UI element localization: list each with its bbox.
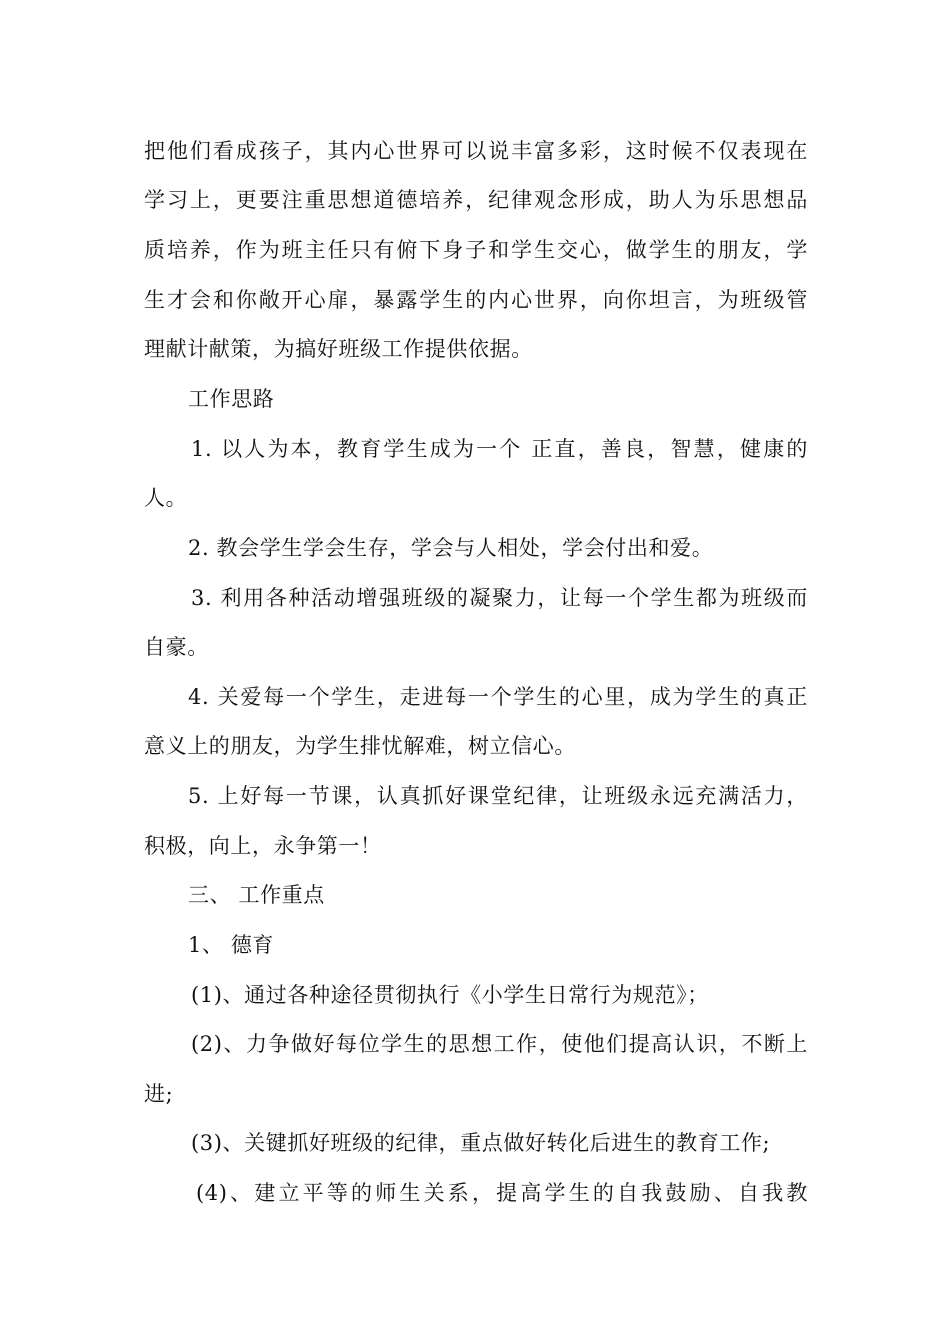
list-item-3-line-2: 自豪。 — [144, 635, 209, 659]
list-item-5-line-2: 积极，向上，永争第一！ — [144, 834, 382, 858]
subsection-heading-moral-education: 1、 德育 — [188, 933, 275, 957]
moral-item-2-line-2: 进; — [144, 1082, 174, 1106]
list-item-1-line-2: 人。 — [144, 486, 188, 510]
moral-item-4-line-1: (4)、建立平等的师生关系，提高学生的自我鼓励、自我教 — [196, 1181, 808, 1205]
moral-item-2-line-1: (2)、力争做好每位学生的思想工作，使他们提高认识，不断上 — [191, 1032, 808, 1056]
paragraph-1-line-3: 质培养，作为班主任只有俯下身子和学生交心，做学生的朋友，学 — [144, 238, 808, 262]
section-heading-work-ideas: 工作思路 — [188, 387, 275, 411]
moral-item-1: (1)、通过各种途径贯彻执行《小学生日常行为规范》； — [191, 983, 709, 1007]
list-item-2: 2. 教会学生学会生存，学会与人相处，学会付出和爱。 — [188, 536, 714, 560]
list-item-5-line-1: 5. 上好每一节课，认真抓好课堂纪律，让班级永远充满活力， — [188, 784, 808, 808]
paragraph-1-line-1: 把他们看成孩子，其内心世界可以说丰富多彩，这时候不仅表现在 — [144, 139, 808, 163]
paragraph-1-line-2: 学习上，更要注重思想道德培养，纪律观念形成，助人为乐思想品 — [144, 188, 808, 212]
paragraph-1-line-4: 生才会和你敞开心扉，暴露学生的内心世界，向你坦言，为班级管 — [144, 288, 808, 312]
list-item-4-line-2: 意义上的朋友，为学生排忧解难，树立信心。 — [144, 734, 576, 758]
list-item-1-line-1: 1. 以人为本，教育学生成为一个 正直，善良，智慧，健康的 — [191, 437, 808, 461]
list-item-4-line-1: 4. 关爱每一个学生，走进每一个学生的心里，成为学生的真正 — [188, 685, 808, 709]
section-heading-work-focus: 三、 工作重点 — [188, 883, 325, 907]
list-item-3-line-1: 3. 利用各种活动增强班级的凝聚力，让每一个学生都为班级而 — [191, 586, 808, 610]
paragraph-1-line-5: 理献计献策，为搞好班级工作提供依据。 — [144, 337, 533, 361]
moral-item-3: (3)、关键抓好班级的纪律，重点做好转化后进生的教育工作; — [191, 1131, 771, 1155]
